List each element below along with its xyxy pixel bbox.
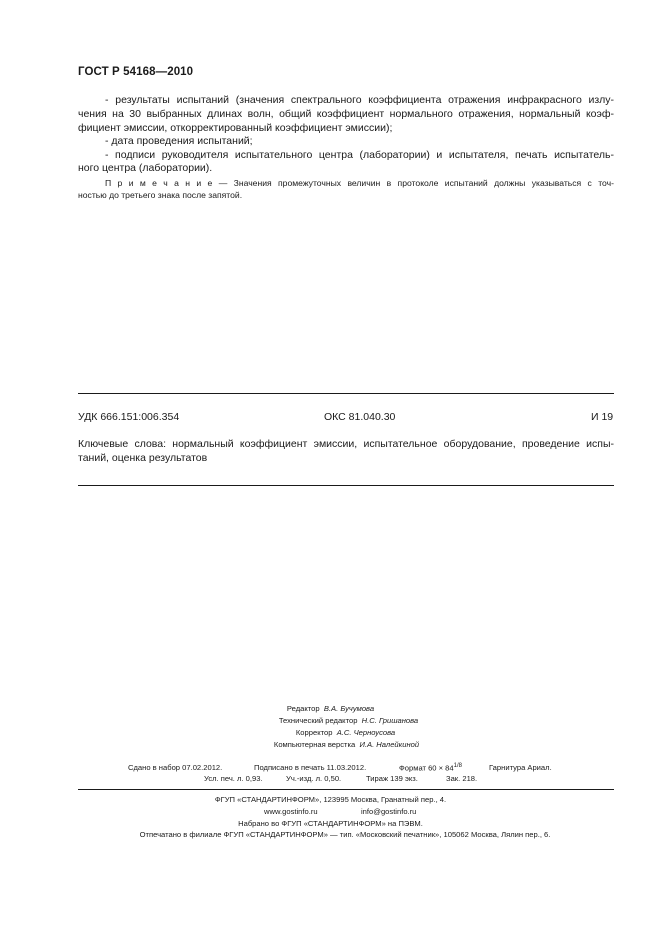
signatures-line-1: - подписи руководителя испытательного центра (лаборатории) и испытателя, печать испытатель- — [105, 149, 614, 161]
layout-name: И.А. Налейкиной — [359, 740, 420, 749]
publisher-email[interactable]: info@gostinfo.ru — [361, 807, 417, 816]
format-fraction: 1/8 — [453, 763, 462, 769]
document-code: ГОСТ Р 54168—2010 — [78, 66, 194, 78]
layout-line — [0, 740, 661, 749]
format-text: Формат 60 × 84 — [399, 763, 454, 773]
bottom-rule — [78, 485, 614, 486]
publisher-website[interactable]: www.gostinfo.ru — [264, 807, 318, 816]
keywords-line-2: таний, оценка результатов — [78, 452, 208, 464]
print-sheets: Усл. печ. л. 0,93. — [204, 774, 263, 783]
top-rule — [78, 393, 614, 394]
format-info — [399, 763, 462, 773]
publishing-sheets: Уч.-изд. л. 0,50. — [286, 774, 342, 783]
note-line-1: П р и м е ч а н и е — Значения промежуточных величин в протоколе испытаний должны указываться с точ- — [105, 178, 614, 188]
body-section — [78, 94, 614, 214]
results-line-2: чения на 30 выбранных длинах волн, общий коэффициент нормального отражения, нормальный коэф- — [78, 108, 614, 120]
oks-code: ОКС 81.040.30 — [324, 411, 396, 423]
editor-label: Редактор — [286, 704, 320, 713]
editor-name: В.А. Бучумова — [323, 704, 375, 713]
circulation: Тираж 139 экз. — [366, 774, 418, 783]
results-line-3: фициент эмиссии, откорректированный коэффициент эмиссии); — [78, 122, 393, 134]
submitted-date: Сдано в набор 07.02.2012. — [128, 763, 223, 772]
proofreader-name: А.С. Черноусова — [336, 728, 396, 737]
date-line: - дата проведения испытаний; — [105, 135, 253, 147]
keywords-line-1: Ключевые слова: нормальный коэффициент эмиссии, испытательное оборудование, проведение испы- — [78, 438, 614, 450]
order-number: Зак. 218. — [446, 774, 478, 783]
typeset-info: Набрано во ФГУП «СТАНДАРТИНФОРМ» на ПЭВМ. — [238, 819, 423, 828]
tech-editor-name: Н.С. Гришанова — [361, 716, 419, 725]
note-line-2: ностью до третьего знака после запятой. — [78, 190, 243, 200]
proofreader-label: Корректор — [295, 728, 333, 737]
signed-date: Подписано в печать 11.03.2012. — [254, 763, 367, 772]
typeface-info: Гарнитура Ариал. — [489, 763, 552, 772]
signatures-line-2: ного центра (лаборатории). — [78, 162, 213, 174]
results-line-1: - результаты испытаний (значения спектрального коэффициента отражения инфракрасного излу- — [105, 94, 614, 106]
proofreader-line — [0, 728, 661, 737]
layout-label: Компьютерная верстка — [273, 740, 356, 749]
publisher-address: ФГУП «СТАНДАРТИНФОРМ», 123995 Москва, Гранатный пер., 4. — [214, 795, 447, 804]
classification-code: И 19 — [591, 411, 614, 423]
tech-editor-line — [0, 716, 661, 725]
printing-info: Отпечатано в филиале ФГУП «СТАНДАРТИНФОРМ» — тип. «Московский печатник», 105062 Москва, Лялин пер., 6. — [139, 830, 551, 839]
udk-code: УДК 666.151:006.354 — [78, 411, 180, 423]
editor-line — [0, 704, 661, 713]
tech-editor-label: Технический редактор — [278, 716, 358, 725]
imprint-rule — [78, 789, 614, 790]
